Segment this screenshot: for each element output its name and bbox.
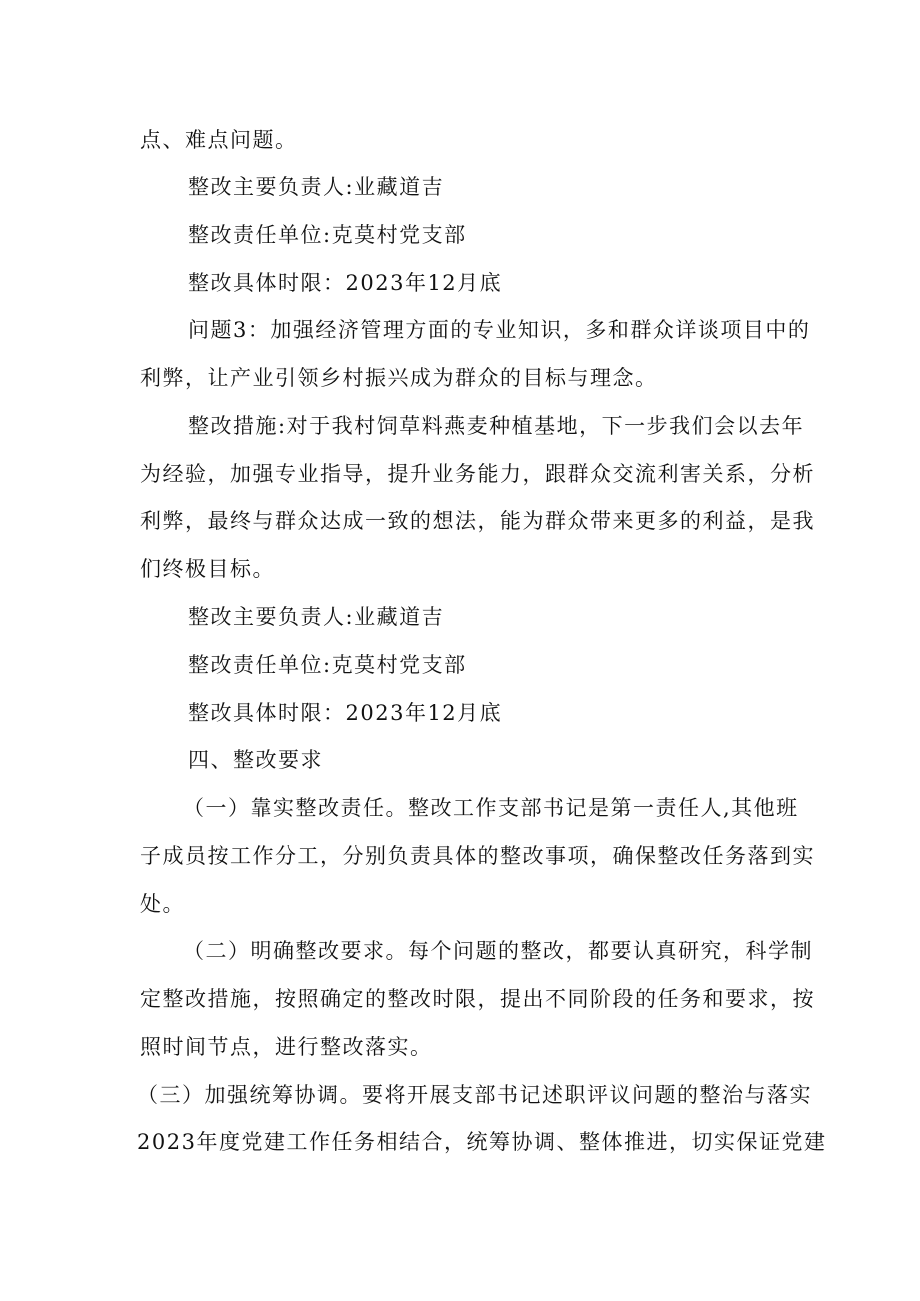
requirement-line: （二）明确整改要求。每个问题的整改，都要认真研究，科学制 bbox=[183, 939, 813, 963]
paragraph-line: 点、难点问题。 bbox=[140, 128, 298, 152]
paragraph-line: 们终极目标。 bbox=[140, 557, 275, 581]
paragraph-line: 子成员按工作分工，分别负责具体的整改事项，确保整改任务落到实 bbox=[140, 844, 815, 868]
paragraph-line: 定整改措施，按照确定的整改时限，提出不同阶段的任务和要求，按 bbox=[140, 987, 815, 1011]
paragraph-line: 照时间节点，进行整改落实。 bbox=[140, 1035, 433, 1059]
requirement-line: （三）加强统筹协调。要将开展支部书记述职评议问题的整治与落实 bbox=[137, 1083, 812, 1107]
paragraph-line: 利弊，最终与群众达成一致的想法，能为群众带来更多的利益，是我 bbox=[140, 509, 815, 533]
paragraph-line: 处。 bbox=[140, 892, 185, 916]
paragraph-line: 为经验，加强专业指导，提升业务能力，跟群众交流利害关系，分析 bbox=[140, 462, 815, 486]
paragraph-line: 利弊，让产业引领乡村振兴成为群众的目标与理念。 bbox=[140, 366, 658, 390]
problem-heading-line: 问题3：加强经济管理方面的专业知识，多和群众详谈项目中的 bbox=[188, 318, 811, 342]
deadline-line: 整改具体时限：2023年12月底 bbox=[188, 701, 503, 725]
responsible-unit-line: 整改责任单位:克莫村党支部 bbox=[188, 223, 467, 247]
responsible-unit-line: 整改责任单位:克莫村党支部 bbox=[188, 653, 467, 677]
deadline-line: 整改具体时限：2023年12月底 bbox=[188, 271, 503, 295]
responsible-person-line: 整改主要负责人:业藏道吉 bbox=[188, 605, 445, 629]
paragraph-line: 2023年度党建工作任务相结合，统筹协调、整体推进，切实保证党建 bbox=[137, 1130, 827, 1154]
responsible-person-line: 整改主要负责人:业藏道吉 bbox=[188, 175, 445, 199]
requirement-line: （一）靠实整改责任。整改工作支部书记是第一责任人,其他班 bbox=[183, 796, 799, 820]
section-heading: 四、整改要求 bbox=[188, 748, 323, 772]
measures-line: 整改措施:对于我村饲草料燕麦种植基地，下一步我们会以去年 bbox=[188, 414, 805, 438]
